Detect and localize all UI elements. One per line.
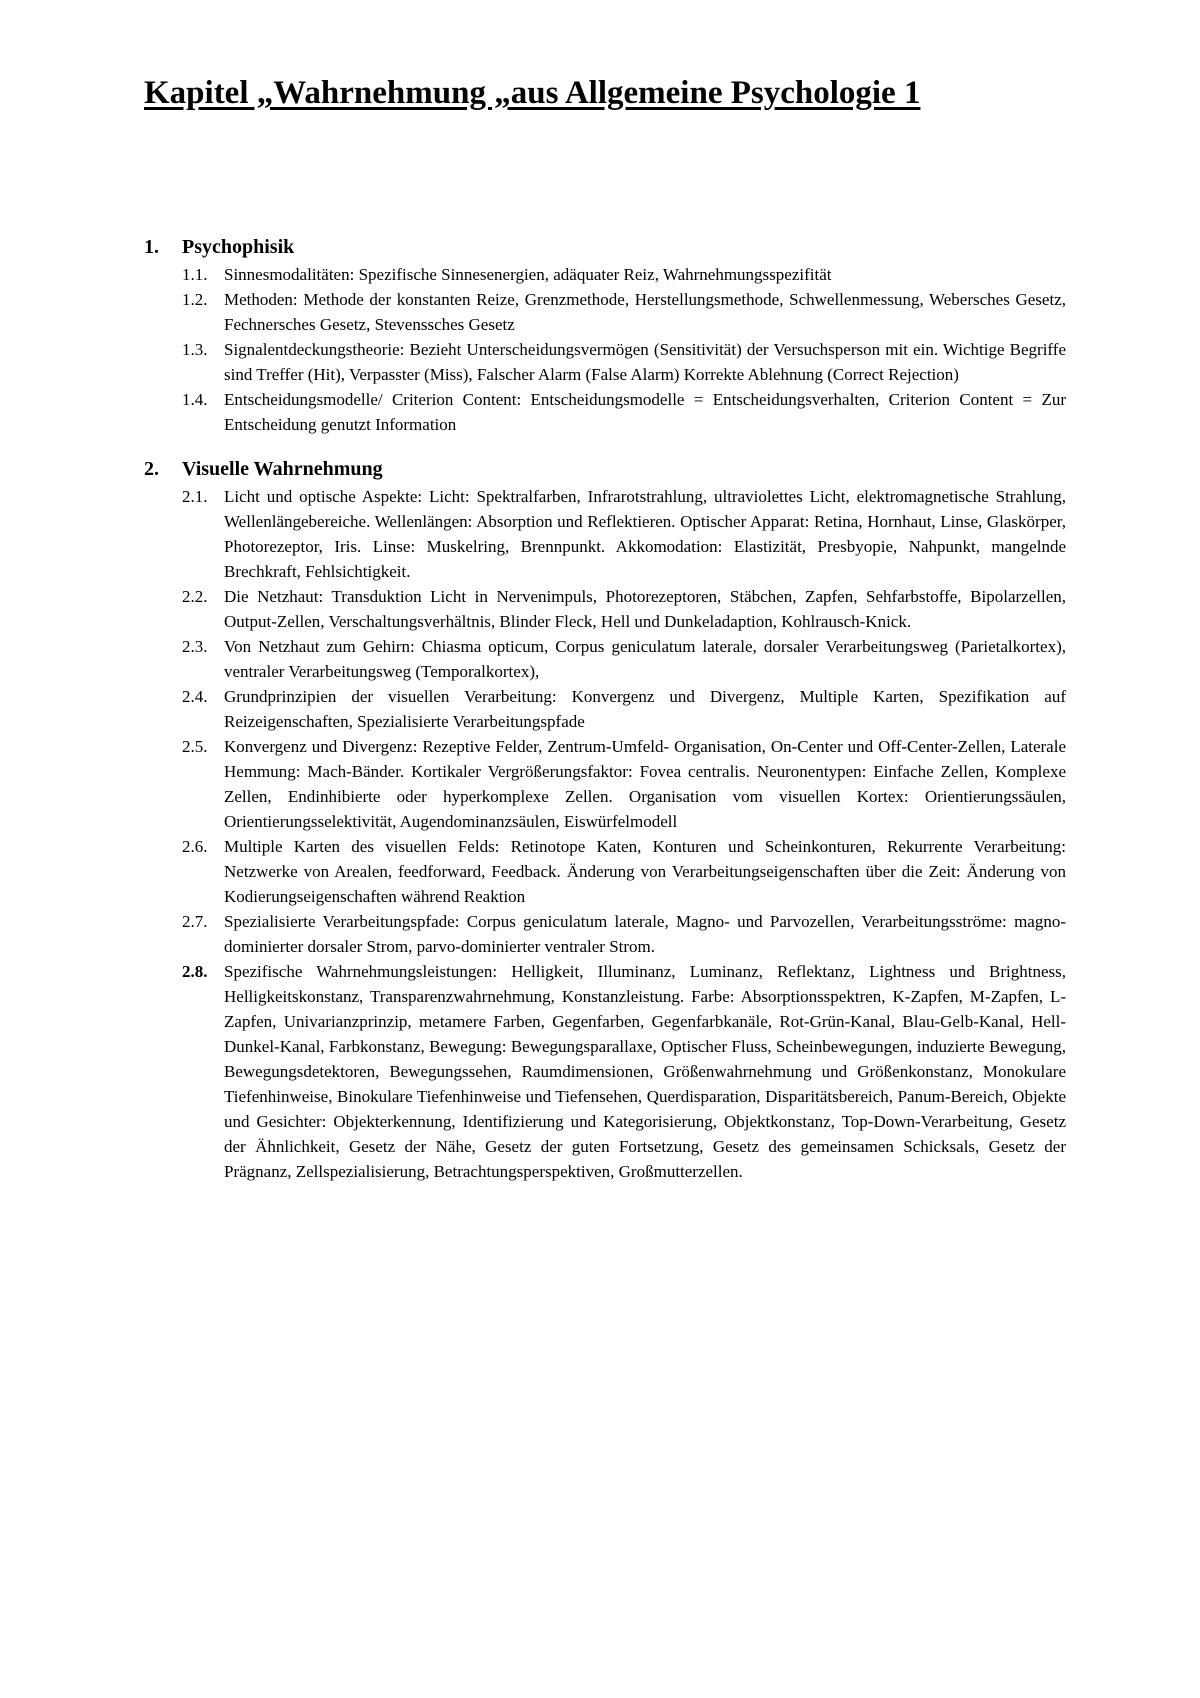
list-item: [144, 262, 1066, 287]
list-item: [144, 584, 1066, 634]
item-text: Grundprinzipien der visuellen Verarbeitung: Konvergenz und Divergenz, Multiple Karten, Spezifikation auf Reizeigenschaften, Spezialisierte Verarbeitungspfade: [224, 687, 1066, 731]
item-number: 2.3.: [182, 637, 208, 656]
list-item: [144, 909, 1066, 959]
item-text: Spezifische Wahrnehmungsleistungen: Helligkeit, Illuminanz, Luminanz, Reflektanz, Lightness und Brightness, Helligkeitskonstanz, Transparenzwahrnehmung, Konstanzleistung. Farbe: Absorptionsspektren, K-Zapfen, M-Zapfen, L-Zapfen, Univarianzprinzip, metamere Farben, Gegenfarben, Gegenfarbkanäle, Rot-Grün-Kanal, Blau-Gelb-Kanal, Hell-Dunkel-Kanal, Farbkonstanz, Bewegung: Bewegungsparallaxe, Optischer Fluss, Scheinbewegungen, induzierte Bewegung, Bewegungsdetektoren, Bewegungssehen, Raumdimensionen, Größenwahrnehmung und Größenkonstanz, Monokulare Tiefenhinweise, Binokulare Tiefenhinweise und Tiefensehen, Querdisparation, Disparitätsbereich, Panum-Bereich, Objekte und Gesichter: Objekterkennung, Identifizierung und Kategorisierung, Objektkonstanz, Top-Down-Verarbeitung, Gesetz der Ähnlichkeit, Gesetz der Nähe, Gesetz der guten Fortsetzung, Gesetz des gemeinsamen Schicksals, Gesetz der Prägnanz, Zellspezialisierung, Betrachtungsperspektiven, Großmutterzellen.: [224, 962, 1066, 1181]
document-body: [144, 233, 1066, 1202]
item-number: 1.4.: [182, 390, 208, 409]
item-number: 1.3.: [182, 340, 208, 359]
item-text: Multiple Karten des visuellen Felds: Retinotope Katen, Konturen und Scheinkonturen, Rekurrente Verarbeitung: Netzwerke von Arealen, feedforward, Feedback. Änderung von Verarbeitungseigenschaften über die Zeit: Änderung von Kodierungseigenschaften während Reaktion: [224, 837, 1066, 906]
item-number: 1.1.: [182, 265, 208, 284]
section-number: 2.: [144, 458, 159, 480]
section-item-list: [144, 484, 1066, 1184]
item-text: Methoden: Methode der konstanten Reize, Grenzmethode, Herstellungsmethode, Schwellenmessung, Webersches Gesetz, Fechnersches Gesetz, Stevenssches Gesetz: [224, 290, 1066, 334]
item-text: Von Netzhaut zum Gehirn: Chiasma opticum, Corpus geniculatum laterale, dorsaler Verarbeitungsweg (Parietalkortex), ventraler Verarbeitungsweg (Temporalkortex),: [224, 637, 1066, 681]
list-item: [144, 684, 1066, 734]
item-text: Signalentdeckungstheorie: Bezieht Unterscheidungsvermögen (Sensitivität) der Versuchsperson mit ein. Wichtige Begriffe sind Treffer (Hit), Verpasster (Miss), Falscher Alarm (False Alarm) Korrekte Ablehnung (Correct Rejection): [224, 340, 1066, 384]
item-number: 2.7.: [182, 912, 208, 931]
item-number: 2.8.: [182, 962, 208, 981]
item-text: Konvergenz und Divergenz: Rezeptive Felder, Zentrum-Umfeld- Organisation, On-Center und Off-Center-Zellen, Laterale Hemmung: Mach-Bänder. Kortikaler Vergrößerungsfaktor: Fovea centralis. Neuronentypen: Einfache Zellen, Komplexe Zellen, Endinhibierte oder hyperkomplexe Zellen. Organisation vom visuellen Kortex: Orientierungssäulen, Orientierungsselektivität, Augendominanzsäulen, Eiswürfelmodell: [224, 737, 1066, 831]
section-heading: [144, 455, 1066, 483]
item-text: Sinnesmodalitäten: Spezifische Sinnesenergien, adäquater Reiz, Wahrnehmungsspezifität: [224, 265, 832, 284]
list-item: [144, 287, 1066, 337]
section-psychophysik: [144, 233, 1066, 437]
section-visuelle-wahrnehmung: [144, 455, 1066, 1184]
item-number: 2.1.: [182, 487, 208, 506]
item-text: Entscheidungsmodelle/ Criterion Content: Entscheidungsmodelle = Entscheidungsverhalten, Criterion Content = Zur Entscheidung genutzt Information: [224, 390, 1066, 434]
item-text: Spezialisierte Verarbeitungspfade: Corpus geniculatum laterale, Magno- und Parvozellen, Verarbeitungsströme: magno-dominierter dorsaler Strom, parvo-dominierter ventraler Strom.: [224, 912, 1066, 956]
item-text: Licht und optische Aspekte: Licht: Spektralfarben, Infrarotstrahlung, ultraviolettes Licht, elektromagnetische Strahlung, Wellenlängebereiche. Wellenlängen: Absorption und Reflektieren. Optischer Apparat: Retina, Hornhaut, Linse, Glaskörper, Photorezeptor, Iris. Linse: Muskelring, Brennpunkt. Akkomodation: Elastizität, Presbyopie, Nahpunkt, mangelnde Brechkraft, Fehlsichtigkeit.: [224, 487, 1066, 581]
list-item: [144, 634, 1066, 684]
item-text: Die Netzhaut: Transduktion Licht in Nervenimpuls, Photorezeptoren, Stäbchen, Zapfen, Sehfarbstoffe, Bipolarzellen, Output-Zellen, Verschaltungsverhältnis, Blinder Fleck, Hell und Dunkeladaption, Kohlrausch-Knick.: [224, 587, 1066, 631]
item-number: 2.5.: [182, 737, 208, 756]
item-number: 2.4.: [182, 687, 208, 706]
document-title: Kapitel „Wahrnehmung „aus Allgemeine Psychologie 1: [144, 75, 921, 111]
section-title: Psychophisik: [182, 236, 295, 258]
list-item: [144, 484, 1066, 584]
list-item: [144, 834, 1066, 909]
item-number: 1.2.: [182, 290, 208, 309]
list-item: [144, 959, 1066, 1184]
list-item: [144, 734, 1066, 834]
list-item: [144, 387, 1066, 437]
item-number: 2.2.: [182, 587, 208, 606]
section-title: Visuelle Wahrnehmung: [182, 458, 383, 480]
section-item-list: [144, 262, 1066, 437]
section-number: 1.: [144, 236, 159, 258]
list-item: [144, 337, 1066, 387]
section-heading: [144, 233, 1066, 261]
item-number: 2.6.: [182, 837, 208, 856]
